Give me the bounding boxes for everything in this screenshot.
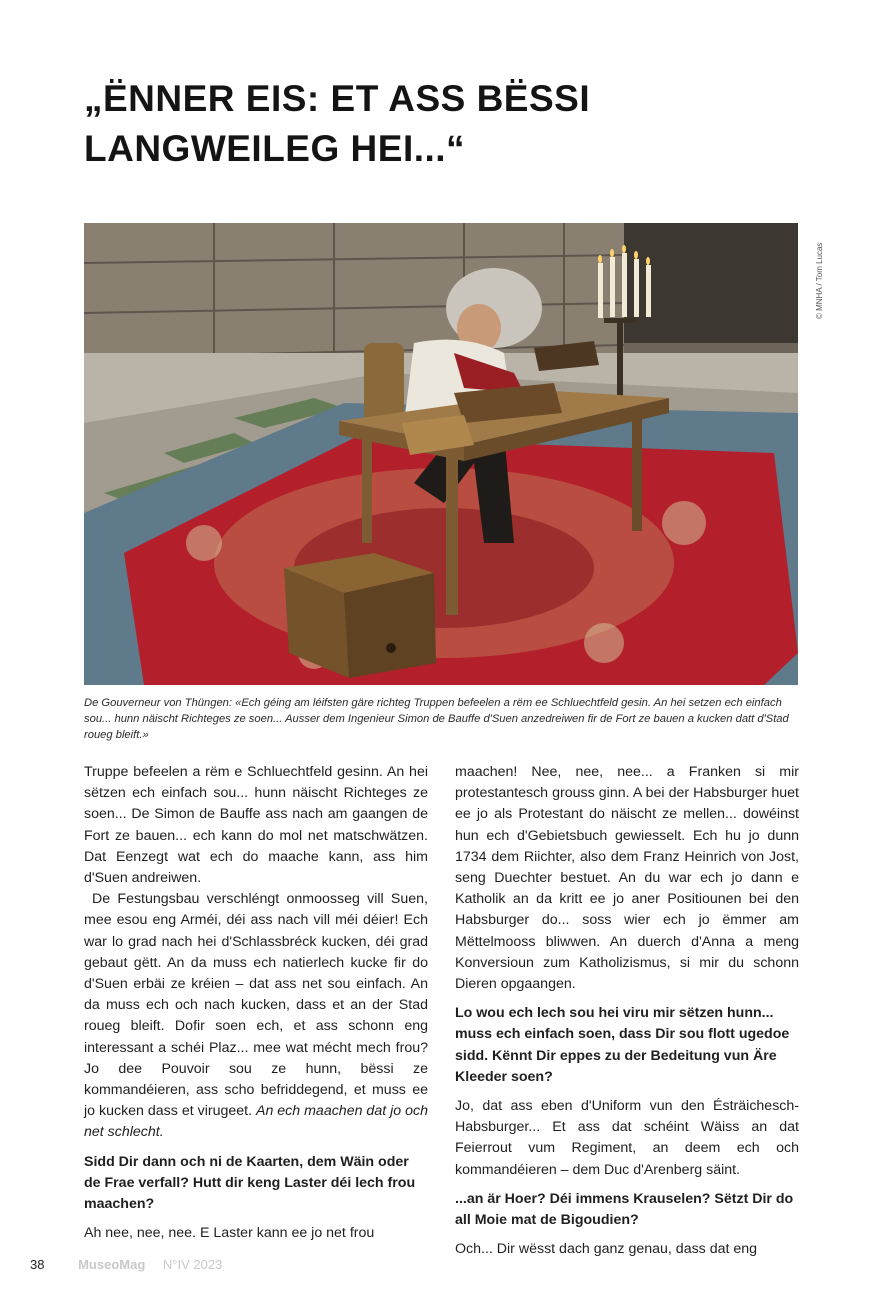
page-number: 38	[30, 1257, 45, 1272]
headline	[84, 74, 590, 174]
photo-caption: De Gouverneur von Thüngen: «Ech géing am léifsten gäre richteg Truppen befeelen a rëm ee Schluechtfeld gesin. An hei setzen ech einfach sou... hunn näischt Richteges ze soen... Ausser dem Ingenieur Simon de Bauffe d'Suen anzedreiwen fir de Fort ze bauen a kucken datt d'Stad roueg bleift.»	[84, 697, 789, 741]
left-paragraph-2-italic: An ech maachen dat jo och net schlecht.	[84, 1103, 428, 1141]
right-paragraph-3: Och... Dir wësst dach ganz genau, dass dat eng	[455, 1241, 758, 1258]
right-paragraph-1: maachen! Nee, nee, nee... a Franken si mir protestantesch grouss ginn. A bei der Habsburger huet ee jo als Protestant do näischt ze mellen... dowéinst hun ech d'Gebietsbuch gewiesselt. Ech hu jo dunn 1734 dem Riichter, also dem Franz Heinrich von Jost, seng Duechter bestuet. An du war ech jo dann e Katholik an da kritt ee jo aner Positiounen bei den Habsburger do... soss wier ech jo ëmmer am Mëttelmooss bliwwen. An duerch d'Anna a meng Konversioun zum Katholizismus, si mir du schonn Dieren opgaangen.	[455, 764, 799, 993]
question-2: Lo wou ech lech sou hei viru mir sëtzen hunn... muss ech einfach soen, dass Dir sou flott ugedoe sidd. Kënnt Dir eppes zu der Bedeitung vun Äre Kleeder soen?	[455, 1005, 790, 1085]
governor-photo	[84, 223, 798, 685]
left-paragraph-1: Truppe befeelen a rëm e Schluechtfeld gesinn. An hei sëtzen ech einfach sou... hunn näischt Richteges ze soen... De Simon de Bauffe ass nach am gaangen de Fort ze bauen... ech kann do mol net matschwätzen. Dat Eenzegt wat ech do maache kann, ass him d'Suen andreiwen.	[84, 764, 428, 887]
left-paragraph-2	[84, 889, 428, 1143]
magazine-name: MuseoMag	[78, 1257, 146, 1272]
photo-chest	[284, 553, 436, 678]
issue-label: N°IV 2023	[162, 1257, 223, 1272]
article-column-right	[455, 762, 799, 1260]
left-paragraph-3: Ah nee, nee, nee. E Laster kann ee jo net frou	[84, 1225, 375, 1242]
photo-credit	[813, 223, 825, 323]
page-footer	[30, 1257, 222, 1272]
photo-credit-text: © MNHA / Tom Lucas	[815, 242, 824, 319]
left-paragraph-2-text: De Festungsbau verschléngt onmoosseg vill Suen, mee esou eng Arméi, déi ass nach vill méi déier! Ech war lo grad nach hei d'Schlassbréck kucken, déi grad gebaut gëtt. An da muss ech natierlech kucke fir do d'Suen erbäi ze kréien – dat ass net sou einfach. An da muss ech och nach kucken, dass et an der Stad roueg bleift. Dofir soen ech, et ass schonn eng interessant a schéi Plaz... mee wat mécht mech frou? Jo dee Pouvoir sou ze hunn, bëssi ze kommandéieren, ass scho befriddegend, et muss ee jo kucken dass et virugeet.	[84, 891, 428, 1120]
question-3: ...an är Hoer? Déi immens Krauselen? Sëtzt Dir do all Moie mat de Bigoudien?	[455, 1190, 794, 1229]
headline-line-1: „ËNNER EIS: ET ASS BËSSI	[84, 78, 591, 119]
right-paragraph-2: Jo, dat ass eben d'Uniform vun den Ésträichesch-Habsburger... Et ass dat schéint Wäiss an dat Feierrout vum Regiment, an deem ech och kommandéieren – dem Duc d'Arenberg säint.	[455, 1098, 799, 1178]
article-column-left	[84, 762, 428, 1244]
question-1: Sidd Dir dann och ni de Kaarten, dem Wäin oder de Frae verfall? Hutt dir keng Laster déi lech frou maachen?	[84, 1153, 416, 1213]
headline-line-2: LANGWEILEG HEI...“	[84, 128, 466, 169]
